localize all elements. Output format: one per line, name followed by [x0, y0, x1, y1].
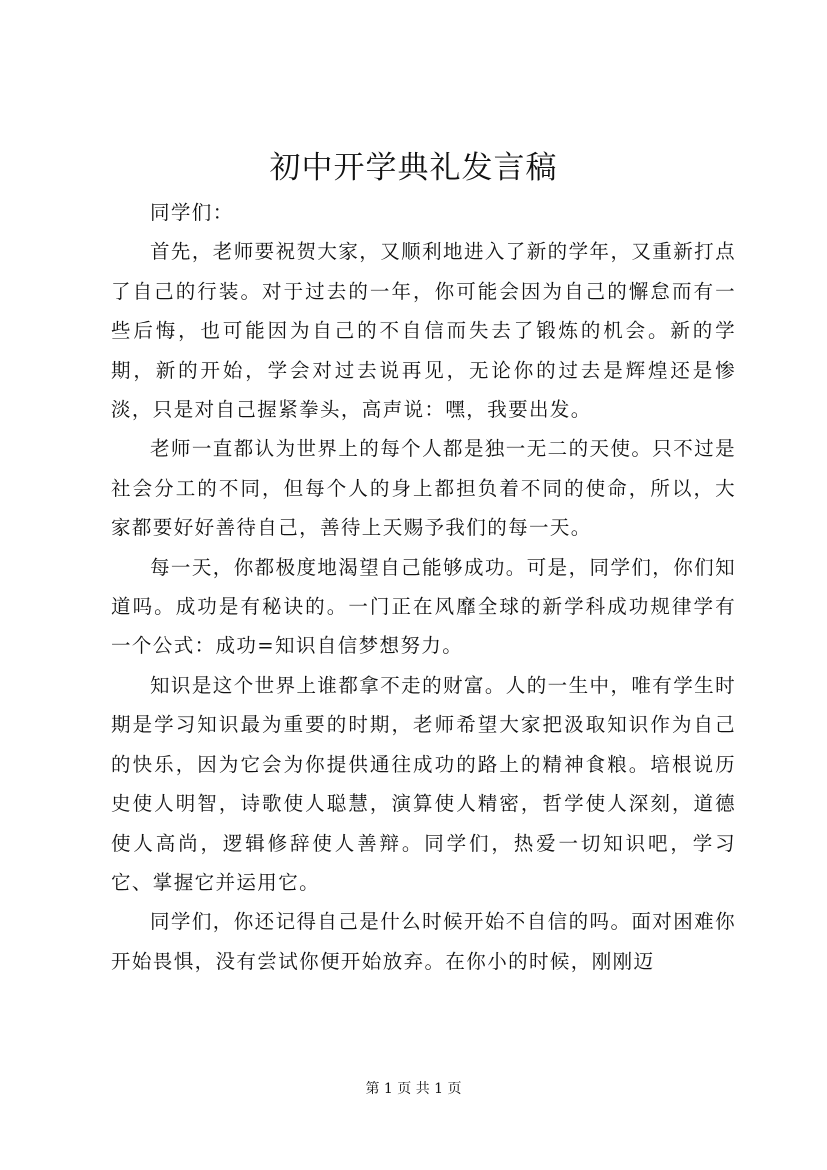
paragraph-knowledge: 知识是这个世界上谁都拿不走的财富。人的一生中，唯有学生时期是学习知识最为重要的时期，老师希望大家把汲取知识作为自己的快乐，因为它会为你提供通往成功的路上的精神食粮。培根说历史使人明智，诗歌使人聪慧，演算使人精密，哲学使人深刻，道德使人高尚，逻辑修辞使人善辩。同学们，热爱一切知识吧，学习它、掌握它并运用它。 [111, 673, 736, 894]
paragraph-unique-angel: 老师一直都认为世界上的每个人都是独一无二的天使。只不过是社会分工的不同，但每个人的身上都担负着不同的使命，所以，大家都要好好善待自己，善待上天赐予我们的每一天。 [111, 437, 736, 540]
document-body [111, 193, 736, 981]
greeting-paragraph: 同学们： [150, 201, 234, 224]
paragraph-congratulations: 首先，老师要祝贺大家，又顺利地进入了新的学年，又重新打点了自己的行装。对于过去的一年，你可能会因为自己的懈怠而有一些后悔，也可能因为自己的不自信而失去了锻炼的机会。新的学期，新的开始，学会对过去说再见，无论你的过去是辉煌还是惨淡，只是对自己握紧拳头，高声说：嘿，我要出发。 [111, 240, 736, 422]
paragraph-confidence: 同学们，你还记得自己是什么时候开始不自信的吗。面对困难你开始畏惧，没有尝试你便开始放弃。在你小的时候，刚刚迈 [111, 910, 736, 973]
page-footer: 第 1 页 共 1 页 [365, 1081, 462, 1097]
paragraph-success-formula: 每一天，你都极度地渴望自己能够成功。可是，同学们，你们知道吗。成功是有秘诀的。一门正在风靡全球的新学科成功规律学有一个公式：成功=知识自信梦想努力。 [111, 555, 736, 658]
document-title: 初中开学典礼发言稿 [269, 150, 558, 186]
